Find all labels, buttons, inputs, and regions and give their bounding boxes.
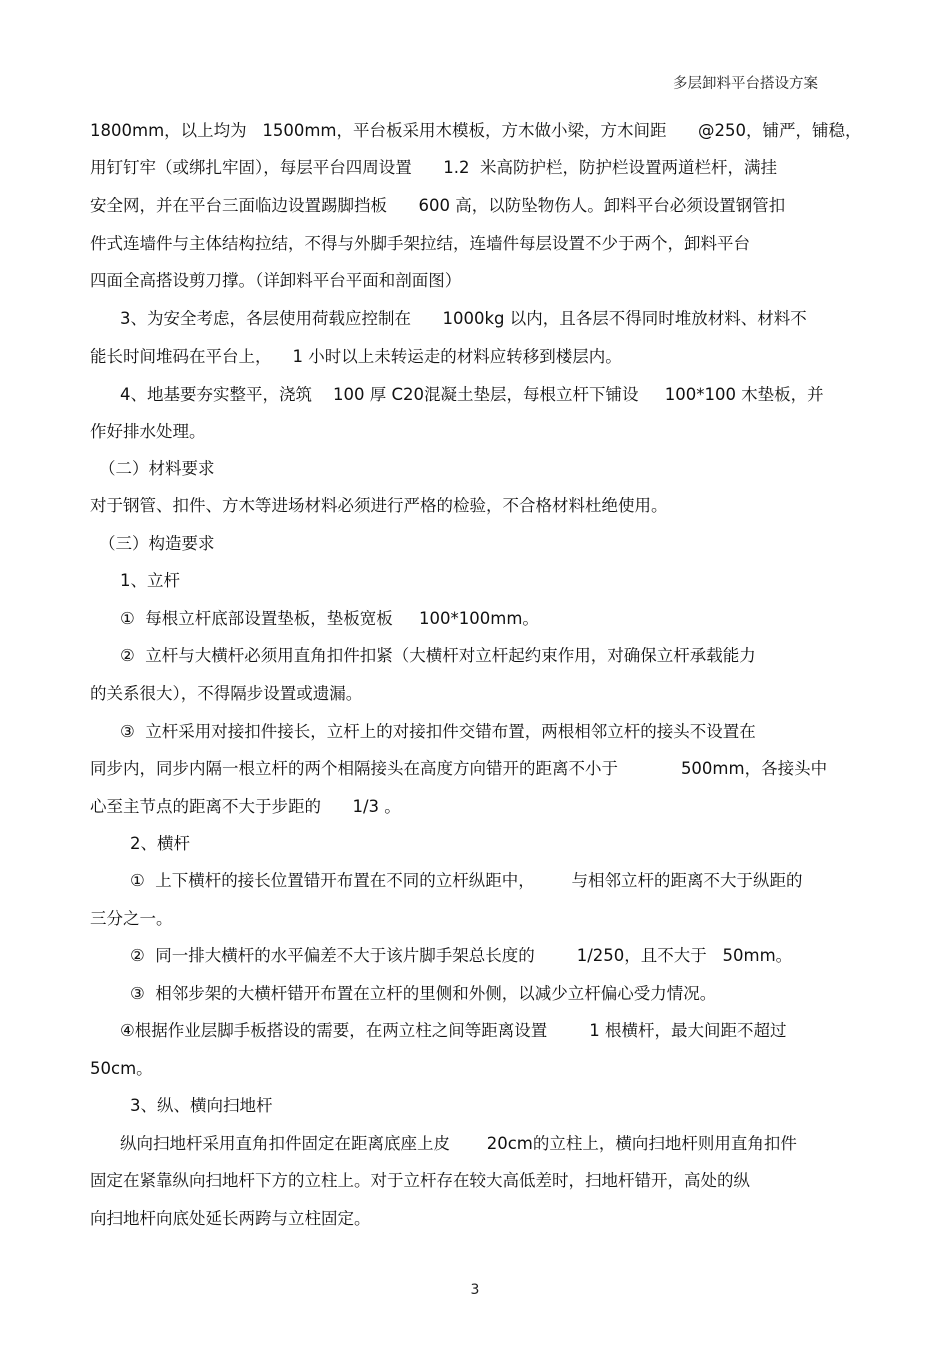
page-number: 3 [470, 1282, 480, 1298]
text-line: 四面全高搭设剪刀撑。（详卸料平台平面和剖面图） [90, 271, 462, 290]
text-line: ④根据作业层脚手板搭设的需要，在两立柱之间等距离设置 1 根横杆，最大间距不超过 [120, 1021, 787, 1040]
text-line: ② 立杆与大横杆必须用直角扣件扣紧（大横杆对立杆起约束作用，对确保立杆承载能力 [120, 646, 756, 665]
text-line: 的关系很大），不得隔步设置或遗漏。 [90, 684, 363, 703]
text-line: 3、为安全考虑，各层使用荷载应控制在 1000kg 以内，且各层不得同时堆放材料、材料不 [120, 309, 807, 328]
text-line: 作好排水处理。 [90, 422, 206, 441]
section-heading: （三）构造要求 [99, 534, 215, 553]
running-header: 多层卸料平台搭设方案 [673, 76, 818, 92]
text-line: 1800mm，以上均为 1500mm，平台板采用木模板，方木做小梁，方木间距 @250，铺严，铺稳， [90, 121, 862, 140]
text-line: 固定在紧靠纵向扫地杆下方的立柱上。对于立杆存在较大高低差时，扫地杆错开，高处的纵 [90, 1171, 750, 1190]
text-line: 4、地基要夯实整平，浇筑 100 厚 C20混凝土垫层，每根立杆下铺设 100*100 木垫板，并 [120, 385, 824, 404]
subsection-heading: 3、纵、横向扫地杆 [130, 1096, 273, 1115]
text-line: 能长时间堆码在平台上， 1 小时以上未转运走的材料应转移到楼层内。 [90, 347, 622, 366]
text-line: 件式连墙件与主体结构拉结，不得与外脚手架拉结，连墙件每层设置不少于两个，卸料平台 [90, 234, 750, 253]
text-line: 心至主节点的距离不大于步距的 1/3 。 [90, 797, 401, 816]
text-line: 同步内，同步内隔一根立杆的两个相隔接头在高度方向错开的距离不小于 500mm，各接头中 [90, 759, 828, 778]
text-line: ③ 立杆采用对接扣件接长，立杆上的对接扣件交错布置，两根相邻立杆的接头不设置在 [120, 722, 756, 741]
subsection-heading: 2、横杆 [130, 834, 190, 853]
text-line: 50cm。 [90, 1059, 153, 1078]
text-line: ① 上下横杆的接长位置错开布置在不同的立杆纵距中， 与相邻立杆的距离不大于纵距的 [130, 871, 803, 890]
text-line: 纵向扫地杆采用直角扣件固定在距离底座上皮 20cm的立柱上，横向扫地杆则用直角扣件 [120, 1134, 797, 1153]
subsection-heading: 1、立杆 [120, 571, 180, 590]
text-line: 向扫地杆向底处延长两跨与立柱固定。 [90, 1209, 371, 1228]
section-heading: （二）材料要求 [99, 459, 215, 478]
text-line: ① 每根立杆底部设置垫板，垫板宽板 100*100mm。 [120, 609, 539, 628]
text-line: ③ 相邻步架的大横杆错开布置在立杆的里侧和外侧，以减少立杆偏心受力情况。 [130, 984, 717, 1003]
text-line: 对于钢管、扣件、方木等进场材料必须进行严格的检验，不合格材料杜绝使用。 [90, 496, 668, 515]
text-line: ② 同一排大横杆的水平偏差不大于该片脚手架总长度的 1/250，且不大于 50mm。 [130, 946, 793, 965]
text-line: 三分之一。 [90, 909, 173, 928]
text-line: 安全网，并在平台三面临边设置踢脚挡板 600 高，以防坠物伤人。卸料平台必须设置钢管扣 [90, 196, 786, 215]
text-line: 用钉钉牢（或绑扎牢固），每层平台四周设置 1.2 米高防护栏，防护栏设置两道栏杆，满挂 [90, 158, 777, 177]
